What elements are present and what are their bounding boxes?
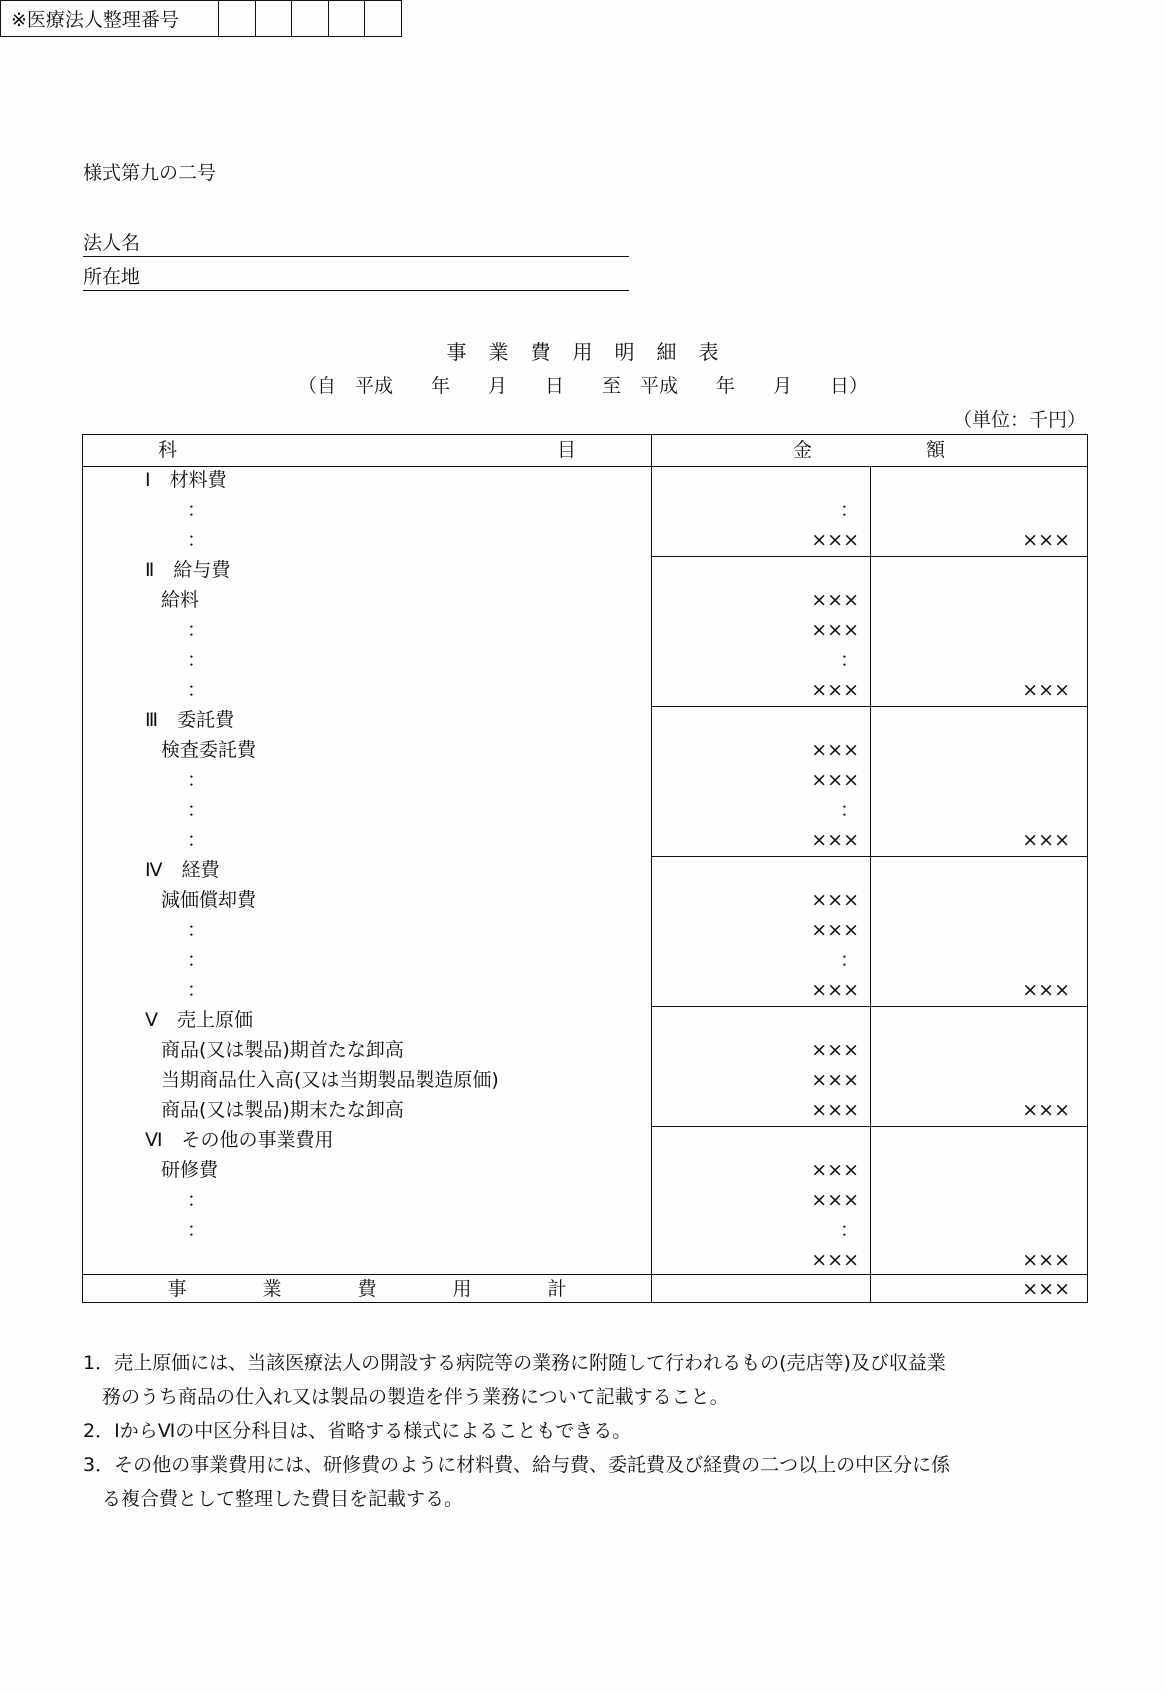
row-label: ： [187,919,207,941]
fiscal-period: （自 平成 年 月 日 至 平成 年 月 日） [297,375,868,397]
row-label: 検査委託費 [161,739,257,761]
column-divider [870,466,871,1302]
total-label: 事 業 費 用 計 [167,1278,567,1300]
registration-digit-cell[interactable] [292,1,329,36]
row-label: 当期商品仕入高(又は当期製品製造原価) [161,1069,499,1091]
section-divider [651,1006,1087,1007]
row-amount: ××× [811,829,859,851]
registration-digit-cell[interactable] [256,1,293,36]
header-divider [83,466,1087,467]
row-amount: ××× [811,739,859,761]
row-amount: ××× [811,1189,859,1211]
registration-digit-cell[interactable] [219,1,256,36]
total-value: ××× [1022,1278,1070,1300]
row-amount: ： [839,799,859,821]
row-label: ： [187,979,207,1001]
row-label: Ⅴ 売上原価 [145,1009,253,1031]
section-divider [651,706,1087,707]
registration-number-box [0,0,402,37]
row-label: 減価償却費 [161,889,257,911]
row-amount: ××× [811,1159,859,1181]
note-line: 務のうち商品の仕入れ又は製品の製造を伴う業務について記載すること。 [83,1386,729,1408]
row-amount: ××× [811,1039,859,1061]
note-line: る複合費として整理した費目を記載する。 [83,1488,464,1510]
section-divider [651,1126,1087,1127]
row-label: ： [187,769,207,791]
row-amount: ××× [811,679,859,701]
row-amount: ××× [811,589,859,611]
registration-digit-cell[interactable] [329,1,366,36]
header-subject: 科 目 [157,439,576,461]
notes [83,1346,1093,1516]
row-amount: ××× [811,619,859,641]
row-label: ： [187,499,207,521]
document-title: 事 業 費 用 明 細 表 [446,340,720,364]
section-divider [651,556,1087,557]
address-label: 所在地 [83,266,141,288]
row-label: 商品(又は製品)期首たな卸高 [161,1039,404,1061]
row-amount: ××× [811,769,859,791]
unit-label: （単位：千円） [952,409,1086,431]
section-divider [651,856,1087,857]
registration-number-label: ※医療法人整理番号 [1,1,219,36]
row-label: ： [187,679,207,701]
row-amount: ××× [811,889,859,911]
address-field[interactable] [83,263,629,291]
row-label: 研修費 [161,1159,219,1181]
expense-detail-table [82,434,1088,1303]
row-amount: ： [839,1219,859,1241]
registration-digit-cell[interactable] [365,1,401,36]
row-label: ： [187,829,207,851]
row-amount: ××× [811,919,859,941]
row-label: ： [187,1219,207,1241]
row-label: ： [187,799,207,821]
row-subtotal: ××× [1022,829,1070,851]
row-label: Ⅰ 材料費 [145,469,227,491]
row-subtotal: ××× [1022,1099,1070,1121]
row-label: ： [187,529,207,551]
row-label: 給料 [161,589,200,611]
row-label: 商品(又は製品)期末たな卸高 [161,1099,404,1121]
header-amount: 金 額 [792,439,945,461]
row-amount: ： [839,499,859,521]
corporation-name-label: 法人名 [83,232,141,254]
row-label: Ⅱ 給与費 [145,559,231,581]
row-label: ： [187,1189,207,1211]
row-label: ： [187,649,207,671]
row-label: Ⅲ 委託費 [145,709,235,731]
note-line: 3．その他の事業費用には、研修費のように材料費、給与費、委託費及び経費の二つ以上の中区分に係 [83,1454,951,1476]
row-subtotal: ××× [1022,679,1070,701]
row-label: ： [187,619,207,641]
row-label: Ⅳ 経費 [145,859,220,881]
corporation-name-field[interactable] [83,229,629,257]
form-number: 様式第九の二号 [83,162,217,184]
row-label: Ⅵ その他の事業費用 [145,1129,334,1151]
row-subtotal: ××× [1022,529,1070,551]
note-line: 1．売上原価には、当該医療法人の開設する病院等の業務に附随して行われるもの(売店等)及び収益業 [83,1352,946,1374]
row-amount: ××× [811,1249,859,1271]
row-amount: ： [839,649,859,671]
note-line: 2．ⅠからⅥの中区分科目は、省略する様式によることもできる。 [83,1420,632,1442]
total-divider [83,1274,1087,1275]
row-amount: ××× [811,529,859,551]
row-label: ： [187,949,207,971]
row-subtotal: ××× [1022,1249,1070,1271]
row-subtotal: ××× [1022,979,1070,1001]
row-amount: ××× [811,1069,859,1091]
row-amount: ××× [811,1099,859,1121]
row-amount: ××× [811,979,859,1001]
row-amount: ： [839,949,859,971]
